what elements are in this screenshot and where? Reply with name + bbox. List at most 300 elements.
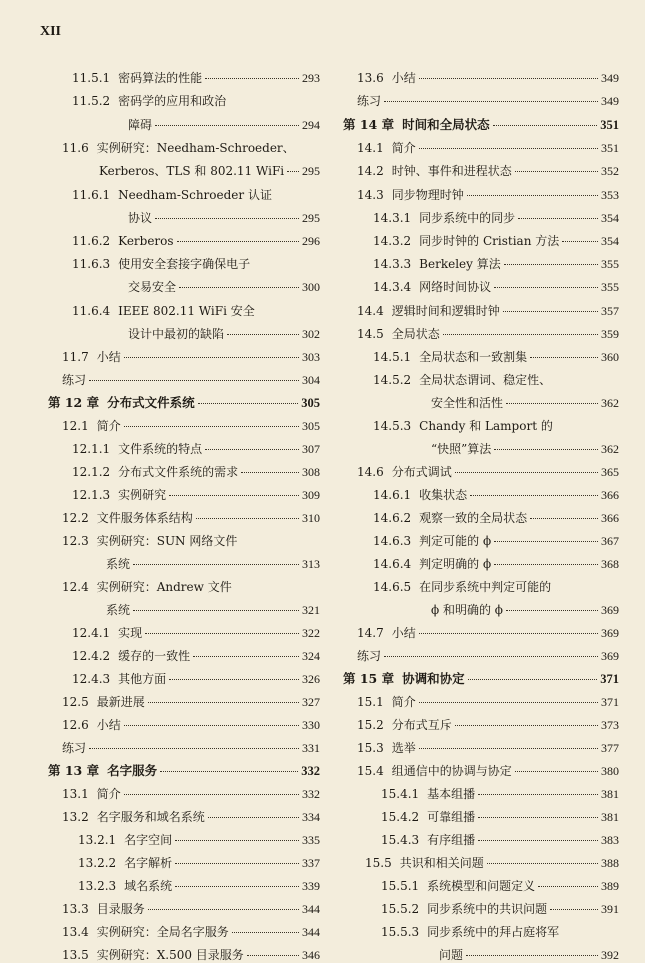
dot-leader — [494, 541, 598, 542]
toc-entry-title: 缓存的一致性 — [118, 649, 191, 663]
dot-leader — [160, 771, 298, 772]
toc-entry-number: 12.2 — [62, 511, 89, 525]
toc-entry — [373, 372, 619, 388]
toc-entry-title: 全局状态和一致割集 — [419, 350, 528, 364]
toc-entry-page: 308 — [302, 465, 320, 479]
toc-entry-title: 共识和相关问题 — [399, 856, 484, 870]
toc-entry-title: 小结 — [96, 350, 121, 364]
toc-entry-page: 339 — [302, 879, 320, 893]
toc-entry-page: 362 — [601, 442, 619, 456]
toc-entry-number: 14.2 — [357, 164, 384, 178]
toc-entry-page: 349 — [601, 71, 619, 85]
toc-entry-page: 305 — [301, 396, 320, 410]
dot-leader — [530, 518, 598, 519]
toc-entry — [62, 786, 320, 802]
toc-entry — [78, 855, 320, 871]
toc-entry-number: 第 14 章 — [343, 117, 395, 132]
toc-entry-title: 同步系统中的拜占庭将军 — [427, 925, 560, 939]
toc-entry-page: 334 — [302, 810, 320, 824]
dot-leader — [287, 171, 299, 172]
toc-entry — [128, 210, 320, 226]
toc-entry — [381, 901, 619, 917]
toc-entry-page: 377 — [601, 741, 619, 755]
toc-entry — [373, 210, 619, 226]
toc-entry-title: 密码学的应用和政治 — [118, 94, 227, 108]
toc-entry-title: 选举 — [391, 741, 416, 755]
dot-leader — [148, 909, 299, 910]
toc-entry-number: 11.5.1 — [72, 71, 111, 85]
toc-entry-title: 同步系统中的共识问题 — [427, 902, 548, 916]
toc-entry-page: 351 — [600, 118, 619, 132]
toc-entry-page: 368 — [601, 557, 619, 571]
toc-entry — [373, 233, 619, 249]
toc-entry-title: 判定可能的 ϕ — [419, 534, 492, 548]
toc-entry-number: 14.5.1 — [373, 350, 412, 364]
dot-leader — [384, 101, 598, 102]
toc-entry — [373, 349, 619, 365]
toc-entry — [357, 694, 619, 710]
toc-entry — [62, 694, 320, 710]
toc-entry-page: 351 — [601, 141, 619, 155]
toc-entry-number: 14.3 — [357, 188, 384, 202]
toc-entry-title: 收集状态 — [419, 488, 468, 502]
toc-entry-number: 12.3 — [62, 534, 89, 548]
dot-leader — [504, 264, 598, 265]
toc-entry-page: 388 — [601, 856, 619, 870]
toc-entry-page: 344 — [302, 902, 320, 916]
toc-entry-number: 12.4.1 — [72, 626, 111, 640]
toc-entry — [439, 947, 619, 963]
toc-entry-page: 371 — [600, 672, 619, 686]
toc-entry-page: 295 — [302, 164, 320, 178]
dot-leader — [175, 840, 299, 841]
toc-entry — [62, 418, 320, 434]
toc-entry-title: 简介 — [391, 141, 416, 155]
toc-entry-title: 时钟、事件和进程状态 — [391, 164, 512, 178]
toc-entry-title: 同步时钟的 Cristian 方法 — [419, 234, 560, 248]
toc-entry-number: 12.4.3 — [72, 672, 111, 686]
toc-entry-title: 协调和协定 — [402, 671, 465, 686]
toc-entry-page: 304 — [302, 373, 320, 387]
toc-entry — [357, 763, 619, 779]
toc-entry-title: 系统 — [106, 557, 131, 571]
toc-entry — [62, 510, 320, 526]
toc-entry-number: 11.6.4 — [72, 304, 111, 318]
toc-entry-page: 355 — [601, 280, 619, 294]
dot-leader — [515, 171, 598, 172]
toc-entry — [373, 487, 619, 503]
toc-entry — [62, 579, 320, 595]
dot-leader — [530, 357, 598, 358]
toc-entry-title: 实例研究：Andrew 文件 — [96, 580, 232, 594]
toc-entry-number: 13.3 — [62, 902, 89, 916]
dot-leader — [506, 610, 598, 611]
toc-entry — [357, 93, 619, 109]
toc-entry-title: Needham-Schroeder 认证 — [118, 188, 272, 202]
dot-leader — [443, 334, 598, 335]
toc-entry-number: 第 15 章 — [343, 671, 395, 686]
toc-entry — [357, 140, 619, 156]
toc-entry-page: 309 — [302, 488, 320, 502]
toc-entry-title: 观察一致的全局状态 — [419, 511, 528, 525]
toc-entry — [62, 372, 320, 388]
toc-entry-title: 目录服务 — [96, 902, 145, 916]
dot-leader — [179, 287, 299, 288]
dot-leader — [538, 886, 598, 887]
toc-entry-title: 小结 — [391, 71, 416, 85]
toc-entry-number: 15.2 — [357, 718, 384, 732]
toc-entry-title: 设计中最初的缺陷 — [128, 327, 225, 341]
toc-entry — [373, 533, 619, 549]
toc-entry-number: 13.1 — [62, 787, 89, 801]
toc-entry-page: 293 — [302, 71, 320, 85]
toc-entry — [128, 326, 320, 342]
toc-entry-number: 12.4.2 — [72, 649, 111, 663]
toc-entry-page: 383 — [601, 833, 619, 847]
toc-entry-page: 392 — [601, 948, 619, 962]
dot-leader — [227, 334, 299, 335]
dot-leader — [148, 702, 299, 703]
dot-leader — [89, 380, 299, 381]
toc-entry-page: 294 — [302, 118, 320, 132]
toc-entry — [431, 395, 619, 411]
toc-entry-page: 380 — [601, 764, 619, 778]
dot-leader — [169, 679, 299, 680]
dot-leader — [487, 863, 598, 864]
toc-entry-number: 14.4 — [357, 304, 384, 318]
toc-entry-number: 11.6.2 — [72, 234, 111, 248]
toc-entry — [72, 464, 320, 480]
toc-entry — [62, 140, 320, 156]
toc-entry-title: 在同步系统中判定可能的 — [419, 580, 552, 594]
toc-entry — [106, 602, 320, 618]
toc-entry — [72, 233, 320, 249]
toc-entry-title: 基本组播 — [427, 787, 476, 801]
toc-entry-page: 310 — [302, 511, 320, 525]
toc-entry-number: 14.6 — [357, 465, 384, 479]
toc-entry-title: 简介 — [96, 787, 121, 801]
toc-entry-number: 第 13 章 — [48, 763, 100, 778]
toc-entry-number: 12.1 — [62, 419, 89, 433]
dot-leader — [241, 472, 299, 473]
dot-leader — [470, 495, 598, 496]
toc-entry — [62, 740, 320, 756]
toc-entry-page: 337 — [302, 856, 320, 870]
toc-entry-number: 11.5.2 — [72, 94, 111, 108]
dot-leader — [169, 495, 299, 496]
toc-entry-title: 练习 — [357, 649, 382, 663]
toc-entry-page: 354 — [601, 234, 619, 248]
toc-entry-number: 11.6 — [62, 141, 89, 155]
toc-entry-page: 300 — [302, 280, 320, 294]
toc-entry-number: 第 12 章 — [48, 395, 100, 410]
toc-entry-number: 14.3.4 — [373, 280, 412, 294]
toc-entry-page: 327 — [302, 695, 320, 709]
toc-entry-number: 13.4 — [62, 925, 89, 939]
dot-leader — [208, 817, 299, 818]
toc-entry-title: “快照”算法 — [431, 442, 492, 456]
toc-entry-number: 14.6.3 — [373, 534, 412, 548]
toc-entry-number: 13.2.2 — [78, 856, 117, 870]
toc-entry — [72, 70, 320, 86]
dot-leader — [124, 794, 299, 795]
toc-entry-title: 练习 — [62, 373, 87, 387]
toc-entry — [431, 441, 619, 457]
dot-leader — [205, 449, 299, 450]
toc-entry-page: 305 — [302, 419, 320, 433]
toc-entry — [357, 187, 619, 203]
dot-leader — [494, 449, 598, 450]
toc-entry-number: 12.1.2 — [72, 465, 111, 479]
toc-entry-number: 15.5.1 — [381, 879, 420, 893]
toc-entry-page: 344 — [302, 925, 320, 939]
toc-entry — [72, 93, 320, 109]
toc-entry-page: 366 — [601, 488, 619, 502]
dot-leader — [193, 656, 299, 657]
toc-entry-page: 362 — [601, 396, 619, 410]
toc-entry-title: 名字解析 — [124, 856, 173, 870]
toc-entry-title: 同步物理时钟 — [391, 188, 464, 202]
toc-entry — [72, 625, 320, 641]
toc-entry-number: 13.2 — [62, 810, 89, 824]
toc-entry-number: 14.6.5 — [373, 580, 412, 594]
toc-entry-title: 交易安全 — [128, 280, 177, 294]
dot-leader — [198, 403, 299, 404]
toc-entry-page: 346 — [302, 948, 320, 962]
toc-entry-title: 小结 — [96, 718, 121, 732]
toc-entry-number: 13.5 — [62, 948, 89, 962]
dot-leader — [175, 886, 299, 887]
toc-entry-page: 332 — [302, 787, 320, 801]
dot-leader — [133, 610, 299, 611]
toc-entry-page: 307 — [302, 442, 320, 456]
dot-leader — [89, 748, 299, 749]
dot-leader — [455, 472, 598, 473]
toc-entry — [373, 418, 619, 434]
toc-entry — [373, 279, 619, 295]
dot-leader — [478, 794, 598, 795]
toc-entry-number: 15.4.3 — [381, 833, 420, 847]
dot-leader — [177, 241, 299, 242]
dot-leader — [493, 125, 598, 126]
dot-leader — [506, 403, 598, 404]
toc-entry-page: 357 — [601, 304, 619, 318]
toc-entry-title: 组通信中的协调与协定 — [391, 764, 512, 778]
toc-entry-page: 330 — [302, 718, 320, 732]
dot-leader — [478, 817, 598, 818]
toc-entry-title: 文件系统的特点 — [118, 442, 203, 456]
toc-entry — [62, 901, 320, 917]
toc-entry-title: 全局状态谓词、稳定性、 — [419, 373, 552, 387]
toc-entry-page: 359 — [601, 327, 619, 341]
toc-entry-page: 313 — [302, 557, 320, 571]
toc-entry-number: 15.4.1 — [381, 787, 420, 801]
toc-entry-title: 安全性和活性 — [431, 396, 504, 410]
toc-entry — [72, 303, 320, 319]
toc-entry-number: 14.5 — [357, 327, 384, 341]
toc-entry-title: 逻辑时间和逻辑时钟 — [391, 304, 500, 318]
page-number: XII — [40, 24, 62, 39]
toc-entry-page: 303 — [302, 350, 320, 364]
toc-entry-page: 360 — [601, 350, 619, 364]
toc-entry-number: 12.1.3 — [72, 488, 111, 502]
toc-entry — [357, 326, 619, 342]
toc-entry-title: 其他方面 — [118, 672, 167, 686]
dot-leader — [550, 909, 598, 910]
dot-leader — [124, 426, 299, 427]
toc-entry-title: 实例研究 — [118, 488, 167, 502]
dot-leader — [124, 357, 299, 358]
toc-entry-number: 12.6 — [62, 718, 89, 732]
toc-entry — [62, 349, 320, 365]
dot-leader — [155, 218, 299, 219]
toc-entry-number: 14.5.2 — [373, 373, 412, 387]
toc-entry-page: 354 — [601, 211, 619, 225]
toc-entry-number: 13.6 — [357, 71, 384, 85]
toc-entry-title: 协议 — [128, 211, 153, 225]
toc-entry — [128, 117, 320, 133]
toc-entry — [72, 648, 320, 664]
toc-entry-title: Berkeley 算法 — [419, 257, 501, 271]
toc-entry — [62, 947, 320, 963]
toc-entry-title: 练习 — [62, 741, 87, 755]
toc-entry-title: 实例研究：全局名字服务 — [96, 925, 229, 939]
toc-entry — [373, 556, 619, 572]
toc-entry-number: 14.5.3 — [373, 419, 412, 433]
toc-entry — [62, 717, 320, 733]
dot-leader — [468, 679, 598, 680]
toc-entry-page: 391 — [601, 902, 619, 916]
toc-entry-title: 实现 — [118, 626, 143, 640]
toc-entry-number: 15.4.2 — [381, 810, 420, 824]
toc-entry-page: 381 — [601, 810, 619, 824]
toc-entry-page: 331 — [302, 741, 320, 755]
toc-entry-number: 14.6.1 — [373, 488, 412, 502]
toc-entry — [381, 832, 619, 848]
toc-entry-title: 分布式文件系统 — [107, 395, 195, 410]
toc-entry — [373, 510, 619, 526]
toc-entry — [78, 878, 320, 894]
toc-entry-title: 实例研究：X.500 目录服务 — [96, 948, 244, 962]
dot-leader — [419, 78, 598, 79]
toc-entry-number: 12.1.1 — [72, 442, 111, 456]
toc-entry-page: 326 — [302, 672, 320, 686]
toc-entry — [357, 303, 619, 319]
toc-entry-title: 网络时间协议 — [419, 280, 492, 294]
toc-entry — [357, 70, 619, 86]
toc-entry-title: 简介 — [96, 419, 121, 433]
dot-leader — [196, 518, 299, 519]
toc-entry — [381, 924, 619, 940]
toc-entry — [72, 256, 320, 272]
toc-entry-title: 可靠组播 — [427, 810, 476, 824]
dot-leader — [494, 287, 598, 288]
toc-entry-title: 实例研究：Needham-Schroeder、 — [96, 141, 295, 155]
toc-entry-title: 判定明确的 ϕ — [419, 557, 492, 571]
toc-entry-number: 15.1 — [357, 695, 384, 709]
dot-leader — [503, 311, 598, 312]
toc-entry — [357, 464, 619, 480]
toc-entry — [72, 187, 320, 203]
toc-entry — [62, 533, 320, 549]
dot-leader — [205, 78, 299, 79]
toc-entry-number: 14.1 — [357, 141, 384, 155]
toc-chapter-entry — [48, 763, 320, 779]
toc-entry-page: 302 — [302, 327, 320, 341]
toc-chapter-entry — [343, 671, 619, 687]
toc-entry-number: 15.5 — [365, 856, 392, 870]
toc-entry-title: 名字服务和域名系统 — [96, 810, 205, 824]
toc-entry-number: 15.5.2 — [381, 902, 420, 916]
toc-entry-title: 练习 — [357, 94, 382, 108]
dot-leader — [478, 840, 598, 841]
toc-entry-number: 12.5 — [62, 695, 89, 709]
toc-entry — [431, 602, 619, 618]
toc-entry — [72, 441, 320, 457]
toc-entry-page: 349 — [601, 94, 619, 108]
dot-leader — [466, 955, 598, 956]
toc-entry-number: 15.3 — [357, 741, 384, 755]
toc-entry-title: 问题 — [439, 948, 464, 962]
toc-entry — [381, 786, 619, 802]
toc-entry — [99, 163, 320, 179]
dot-leader — [518, 218, 598, 219]
toc-entry-number: 14.3.3 — [373, 257, 412, 271]
toc-entry-title: 最新进展 — [96, 695, 145, 709]
toc-chapter-entry — [343, 117, 619, 133]
toc-entry-number: 11.6.1 — [72, 188, 111, 202]
toc-entry-number: 14.3.2 — [373, 234, 412, 248]
toc-entry-title: 时间和全局状态 — [402, 117, 490, 132]
toc-entry-title: 名字空间 — [124, 833, 173, 847]
toc-entry-title: 有序组播 — [427, 833, 476, 847]
toc-entry-number: 14.7 — [357, 626, 384, 640]
toc-entry-title: Kerberos — [118, 234, 174, 248]
toc-entry — [72, 487, 320, 503]
toc-entry — [128, 279, 320, 295]
toc-entry — [381, 878, 619, 894]
dot-leader — [455, 725, 598, 726]
toc-entry — [357, 625, 619, 641]
toc-entry-page: 373 — [601, 718, 619, 732]
toc-entry-page: 365 — [601, 465, 619, 479]
dot-leader — [175, 863, 299, 864]
toc-entry-title: 密码算法的性能 — [118, 71, 203, 85]
dot-leader — [232, 932, 299, 933]
toc-entry — [106, 556, 320, 572]
toc-entry-title: 简介 — [391, 695, 416, 709]
toc-entry-title: 障碍 — [128, 118, 153, 132]
toc-entry-title: Kerberos、TLS 和 802.11 WiFi — [99, 164, 285, 178]
toc-entry-title: 系统模型和问题定义 — [427, 879, 536, 893]
toc-entry-title: 分布式调试 — [391, 465, 452, 479]
toc-entry-page: 369 — [601, 649, 619, 663]
dot-leader — [562, 241, 598, 242]
dot-leader — [133, 564, 299, 565]
toc-entry-page: 322 — [302, 626, 320, 640]
toc-entry-title: 全局状态 — [391, 327, 440, 341]
toc-entry — [357, 163, 619, 179]
toc-entry-title: 同步系统中的同步 — [419, 211, 516, 225]
dot-leader — [467, 195, 598, 196]
toc-entry-number: 13.2.3 — [78, 879, 117, 893]
dot-leader — [419, 148, 598, 149]
toc-entry — [357, 740, 619, 756]
toc-entry-number: 15.4 — [357, 764, 384, 778]
toc-entry — [381, 809, 619, 825]
toc-entry-page: 369 — [601, 603, 619, 617]
toc-entry-title: ϕ 和明确的 ϕ — [431, 603, 503, 617]
